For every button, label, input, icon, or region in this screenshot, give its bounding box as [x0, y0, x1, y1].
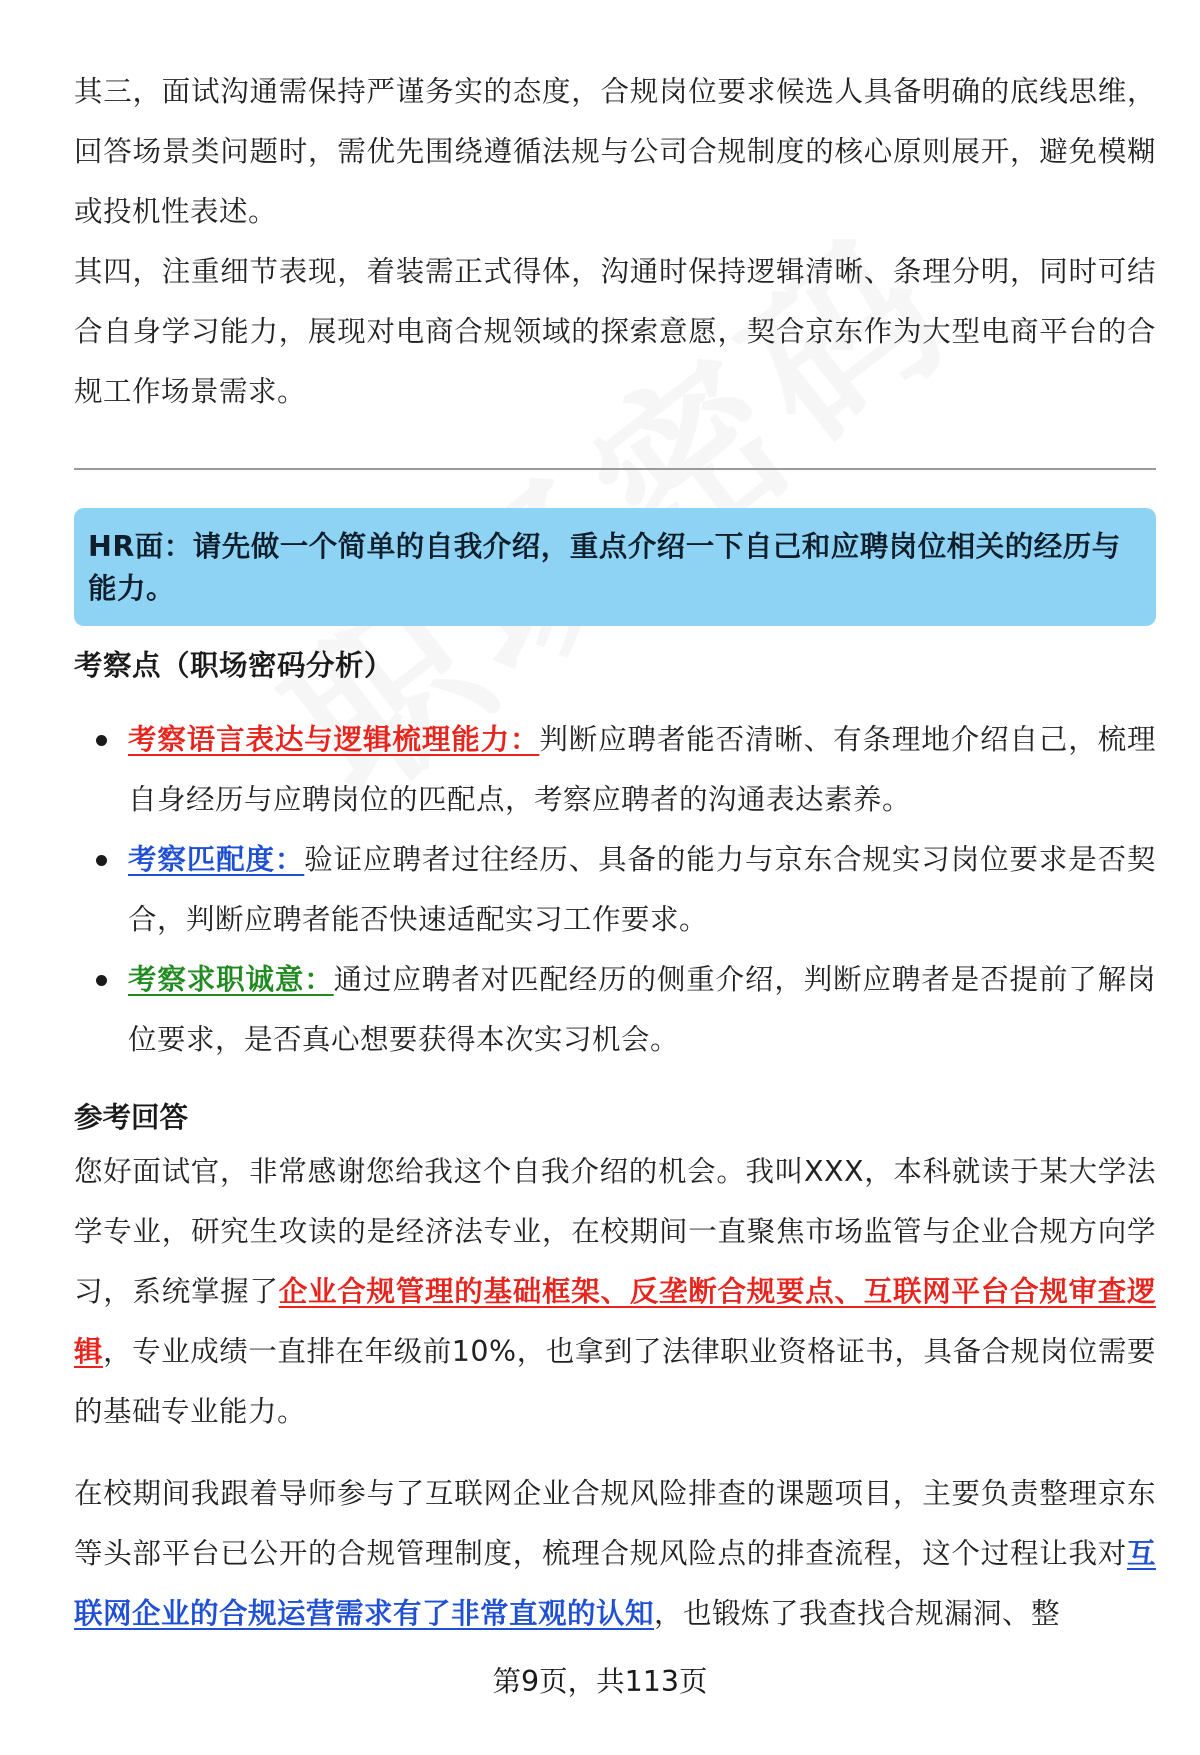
assessment-keyword: 考察语言表达与逻辑梳理能力：	[128, 723, 540, 756]
assessment-text: 通过应聘者对匹配经历的侧重介绍，判断应聘者是否提前了解岗位要求，是否真心想要获得本次实习机会。	[128, 963, 1156, 1056]
page-number: 第9页，共113页	[492, 1665, 708, 1698]
question-box	[74, 508, 1156, 626]
document-page	[74, 62, 1156, 1644]
bullet-icon	[96, 855, 107, 866]
answer-text: 在校期间我跟着导师参与了互联网企业合规风险排查的课题项目，主要负责整理京东等头部平台已公开的合规管理制度，梳理合规风险点的排查流程，这个过程让我对	[74, 1477, 1156, 1570]
answer-heading: 参考回答	[74, 1101, 189, 1134]
answer-paragraph-2	[74, 1464, 1156, 1644]
bullet-icon	[96, 735, 107, 746]
assessment-keyword: 考察匹配度：	[128, 843, 305, 876]
bullet-icon	[96, 975, 107, 986]
answer-text: ，专业成绩一直排在年级前10%，也拿到了法律职业资格证书，具备合规岗位需要的基础专业能力。	[74, 1335, 1156, 1428]
intro-paragraph-4: 其四，注重细节表现，着装需正式得体，沟通时保持逻辑清晰、条理分明，同时可结合自身学习能力，展现对电商合规领域的探索意愿，契合京东作为大型电商平台的合规工作场景需求。	[74, 255, 1156, 408]
section-divider	[74, 468, 1156, 470]
assessment-list	[74, 710, 1156, 1070]
intro-paragraph-3: 其三，面试沟通需保持严谨务实的态度，合规岗位要求候选人具备明确的底线思维，回答场景类问题时，需优先围绕遵循法规与公司合规制度的核心原则展开，避免模糊或投机性表述。	[74, 75, 1156, 228]
assessment-heading: 考察点（职场密码分析）	[74, 649, 394, 682]
assessment-text: 判断应聘者能否清晰、有条理地介绍自己，梳理自身经历与应聘岗位的匹配点，考察应聘者的沟通表达素养。	[128, 723, 1156, 816]
answer-highlight: 互联网企业的合规运营需求有了非常直观的认知	[74, 1537, 1156, 1630]
assessment-point	[74, 710, 1156, 830]
answer-text: 您好面试官，非常感谢您给我这个自我介绍的机会。我叫XXX，本科就读于某大学法学专业，研究生攻读的是经济法专业，在校期间一直聚焦市场监管与企业合规方向学习，系统掌握了	[74, 1155, 1156, 1308]
assessment-keyword: 考察求职诚意：	[128, 963, 334, 996]
answer-highlight: 企业合规管理的基础框架、反垄断合规要点、互联网平台合规审查逻辑	[74, 1275, 1156, 1368]
assessment-text: 验证应聘者过往经历、具备的能力与京东合规实习岗位要求是否契合，判断应聘者能否快速适配实习工作要求。	[128, 843, 1156, 936]
answer-paragraph-1	[74, 1142, 1156, 1442]
assessment-point	[74, 950, 1156, 1070]
answer-text: ，也锻炼了我查找合规漏洞、整	[654, 1597, 1061, 1630]
question-text: HR面：请先做一个简单的自我介绍，重点介绍一下自己和应聘岗位相关的经历与能力。	[88, 530, 1121, 605]
assessment-point	[74, 830, 1156, 950]
